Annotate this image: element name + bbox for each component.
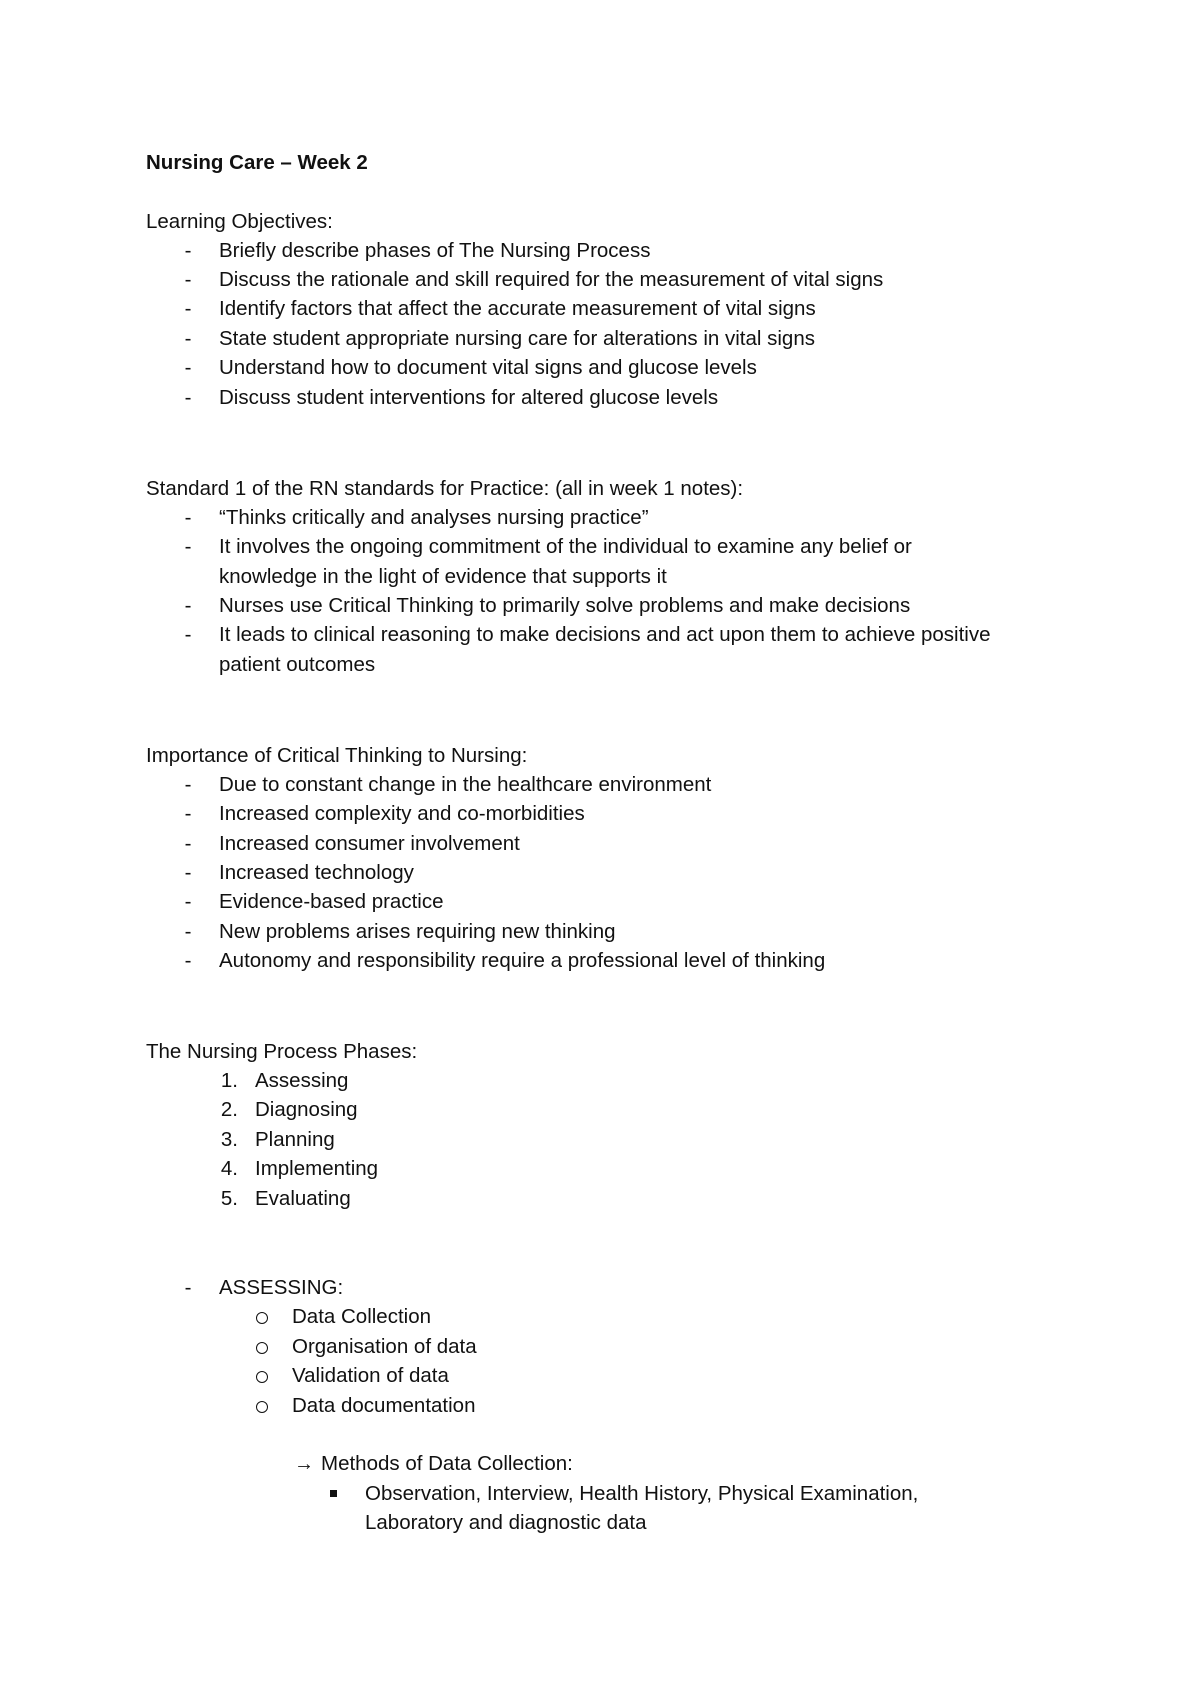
dash-bullet: - xyxy=(184,297,192,320)
dash-bullet: - xyxy=(184,1276,192,1299)
importance-item: Autonomy and responsibility require a professional level of thinking xyxy=(219,949,826,972)
phases-heading: The Nursing Process Phases: xyxy=(146,1040,418,1063)
hollow-circle-bullet xyxy=(256,1401,268,1413)
dash-bullet: - xyxy=(184,506,192,529)
importance-item: New problems arises requiring new thinking xyxy=(219,920,616,943)
dash-bullet: - xyxy=(184,802,192,825)
dash-bullet: - xyxy=(184,832,192,855)
importance-heading: Importance of Critical Thinking to Nursing: xyxy=(146,744,528,767)
standard-item-continued: knowledge in the light of evidence that supports it xyxy=(219,565,667,588)
phase-number: 3. xyxy=(220,1128,238,1151)
importance-item: Increased technology xyxy=(219,861,414,884)
dash-bullet: - xyxy=(184,386,192,409)
standard-item-continued: patient outcomes xyxy=(219,653,376,676)
standard-item: Nurses use Critical Thinking to primarily solve problems and make decisions xyxy=(219,594,911,617)
assessing-heading: ASSESSING: xyxy=(219,1276,344,1299)
objective-item: Identify factors that affect the accurate measurement of vital signs xyxy=(219,297,816,320)
dash-bullet: - xyxy=(184,920,192,943)
dash-bullet: - xyxy=(184,535,192,558)
phase-number: 4. xyxy=(220,1157,238,1180)
phase-item: Diagnosing xyxy=(255,1098,358,1121)
standard-item: It involves the ongoing commitment of the individual to examine any belief or xyxy=(219,535,912,558)
methods-item: Observation, Interview, Health History, Physical Examination, xyxy=(365,1482,919,1505)
dash-bullet: - xyxy=(184,623,192,646)
dash-bullet: - xyxy=(184,268,192,291)
dash-bullet: - xyxy=(184,594,192,617)
methods-heading: Methods of Data Collection: xyxy=(321,1452,573,1475)
phase-item: Implementing xyxy=(255,1157,379,1180)
dash-bullet: - xyxy=(184,890,192,913)
dash-bullet: - xyxy=(184,327,192,350)
dash-bullet: - xyxy=(184,239,192,262)
phase-item: Planning xyxy=(255,1128,335,1151)
phase-number: 5. xyxy=(220,1187,238,1210)
assessing-item: Organisation of data xyxy=(292,1335,477,1358)
standard-item: It leads to clinical reasoning to make decisions and act upon them to achieve positive xyxy=(219,623,991,646)
importance-item: Due to constant change in the healthcare environment xyxy=(219,773,712,796)
hollow-circle-bullet xyxy=(256,1312,268,1324)
arrow-right-icon: → xyxy=(294,1453,314,1475)
phase-number: 1. xyxy=(220,1069,238,1092)
assessing-item: Data documentation xyxy=(292,1394,476,1417)
standard-heading: Standard 1 of the RN standards for Practice: (all in week 1 notes): xyxy=(146,477,744,500)
hollow-circle-bullet xyxy=(256,1371,268,1383)
objective-item: Discuss student interventions for altered glucose levels xyxy=(219,386,719,409)
phase-number: 2. xyxy=(220,1098,238,1121)
assessing-item: Validation of data xyxy=(292,1364,449,1387)
importance-item: Evidence-based practice xyxy=(219,890,444,913)
standard-item: “Thinks critically and analyses nursing practice” xyxy=(219,506,649,529)
dash-bullet: - xyxy=(184,773,192,796)
importance-item: Increased consumer involvement xyxy=(219,832,520,855)
dash-bullet: - xyxy=(184,949,192,972)
objective-item: State student appropriate nursing care for alterations in vital signs xyxy=(219,327,815,350)
assessing-item: Data Collection xyxy=(292,1305,432,1328)
methods-item-continued: Laboratory and diagnostic data xyxy=(365,1511,647,1534)
dash-bullet: - xyxy=(184,861,192,884)
objective-item: Briefly describe phases of The Nursing Process xyxy=(219,239,651,262)
dash-bullet: - xyxy=(184,356,192,379)
objective-item: Discuss the rationale and skill required for the measurement of vital signs xyxy=(219,268,884,291)
document-title: Nursing Care – Week 2 xyxy=(146,151,368,174)
square-bullet xyxy=(330,1490,337,1497)
objective-item: Understand how to document vital signs and glucose levels xyxy=(219,356,757,379)
phase-item: Assessing xyxy=(255,1069,349,1092)
phase-item: Evaluating xyxy=(255,1187,351,1210)
importance-item: Increased complexity and co-morbidities xyxy=(219,802,585,825)
hollow-circle-bullet xyxy=(256,1342,268,1354)
objectives-heading: Learning Objectives: xyxy=(146,210,333,233)
